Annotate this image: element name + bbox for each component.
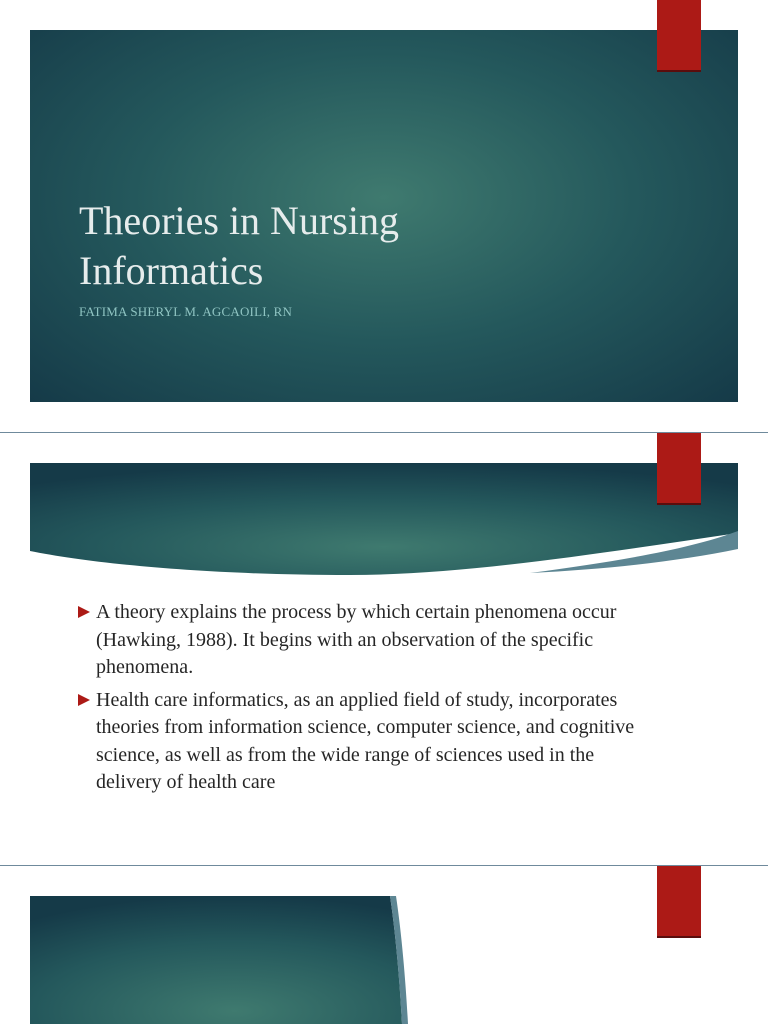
bullet-list — [78, 599, 658, 802]
slide-title-text: Theories in Nursing Informatics — [79, 198, 399, 293]
triangle-bullet-icon — [78, 694, 90, 706]
bullet-text: A theory explains the process by which certain phenomena occur (Hawking, 1988). It begins with an observation of the specific phenomena. — [96, 601, 617, 678]
accent-tab — [657, 0, 701, 72]
accent-tab — [657, 433, 701, 505]
triangle-bullet-icon — [78, 606, 90, 618]
bullet-text: Health care informatics, as an applied field of study, incorporates theories from information science, computer science, and cognitive science, as well as from the wide range of sciences used in the delivery of health care — [96, 688, 635, 793]
side-panel-shape — [30, 896, 402, 1024]
bullet-item — [78, 687, 658, 797]
slide-subtitle-text: FATIMA SHERYL M. AGCAOILI, RN — [79, 304, 293, 319]
banner-graphic — [30, 463, 738, 578]
slide-title — [0, 0, 768, 432]
slide-partial — [0, 866, 768, 1024]
accent-tab — [657, 866, 701, 938]
side-panel-graphic — [30, 896, 430, 1024]
slide-content — [0, 433, 768, 865]
bullet-item — [78, 599, 658, 682]
